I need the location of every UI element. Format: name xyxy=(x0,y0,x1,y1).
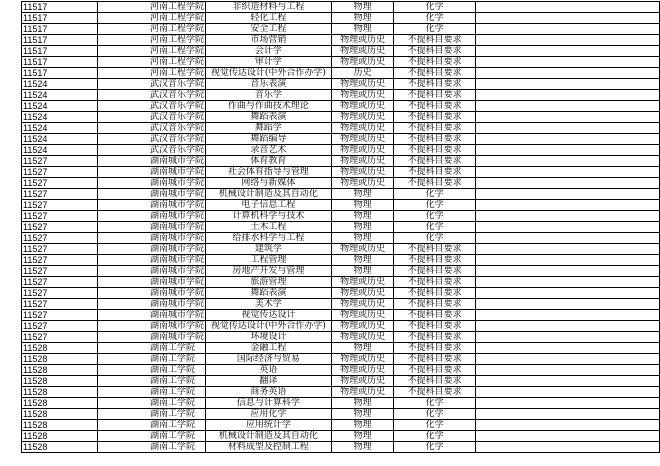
table-row xyxy=(22,211,660,222)
primary-subject-cell: 物理或历史 xyxy=(331,288,394,299)
school-code-cell: 11527 xyxy=(22,156,98,167)
table-row xyxy=(22,266,660,277)
secondary-subject-cell: 不提科目要求 xyxy=(394,90,475,101)
major-name-cell: 视觉传达设计(中外合作办学) xyxy=(205,68,331,79)
secondary-subject-cell: 化学 xyxy=(394,189,475,200)
school-name-cell: 武汉音乐学院 xyxy=(97,79,205,90)
school-code-cell: 11524 xyxy=(22,123,98,134)
primary-subject-cell: 物理 xyxy=(331,420,394,431)
major-name-cell: 审计学 xyxy=(205,57,331,68)
school-name-cell: 河南工程学院 xyxy=(97,68,205,79)
empty-cell xyxy=(475,244,659,255)
school-name-cell: 湖南工学院 xyxy=(97,409,205,420)
primary-subject-cell: 物理或历史 xyxy=(331,244,394,255)
school-name-cell: 湖南工学院 xyxy=(97,431,205,442)
table-row xyxy=(22,354,660,365)
primary-subject-cell: 物理 xyxy=(331,266,394,277)
school-code-cell: 11524 xyxy=(22,79,98,90)
school-code-cell: 11524 xyxy=(22,134,98,145)
table-row xyxy=(22,189,660,200)
major-name-cell: 轻化工程 xyxy=(205,13,331,24)
empty-cell xyxy=(475,24,659,35)
school-code-cell: 11527 xyxy=(22,211,98,222)
school-code-cell: 11517 xyxy=(22,57,98,68)
table-row xyxy=(22,387,660,398)
major-name-cell: 计算机科学与技术 xyxy=(205,211,331,222)
primary-subject-cell: 物理或历史 xyxy=(331,46,394,57)
school-code-cell: 11528 xyxy=(22,365,98,376)
subject-requirements-table xyxy=(21,1,660,453)
table-row xyxy=(22,420,660,431)
major-name-cell: 机械设计制造及其自动化 xyxy=(205,189,331,200)
table-row xyxy=(22,244,660,255)
secondary-subject-cell: 不提科目要求 xyxy=(394,321,475,332)
primary-subject-cell: 物理或历史 xyxy=(331,123,394,134)
primary-subject-cell: 物理 xyxy=(331,255,394,266)
school-code-cell: 11527 xyxy=(22,167,98,178)
secondary-subject-cell: 化学 xyxy=(394,222,475,233)
school-code-cell: 11527 xyxy=(22,310,98,321)
major-name-cell: 环境设计 xyxy=(205,332,331,343)
table-row xyxy=(22,167,660,178)
school-name-cell: 湖南城市学院 xyxy=(97,156,205,167)
major-name-cell: 工程管理 xyxy=(205,255,331,266)
secondary-subject-cell: 化学 xyxy=(394,2,475,13)
empty-cell xyxy=(475,145,659,156)
secondary-subject-cell: 化学 xyxy=(394,409,475,420)
school-name-cell: 河南工程学院 xyxy=(97,46,205,57)
empty-cell xyxy=(475,167,659,178)
major-name-cell: 国际经济与贸易 xyxy=(205,354,331,365)
major-name-cell: 金融工程 xyxy=(205,343,331,354)
school-code-cell: 11517 xyxy=(22,68,98,79)
major-name-cell: 音乐表演 xyxy=(205,79,331,90)
empty-cell xyxy=(475,310,659,321)
table-row xyxy=(22,200,660,211)
secondary-subject-cell: 不提科目要求 xyxy=(394,288,475,299)
secondary-subject-cell: 不提科目要求 xyxy=(394,255,475,266)
major-name-cell: 翻译 xyxy=(205,376,331,387)
secondary-subject-cell: 不提科目要求 xyxy=(394,277,475,288)
school-name-cell: 湖南工学院 xyxy=(97,354,205,365)
secondary-subject-cell: 不提科目要求 xyxy=(394,310,475,321)
table-row xyxy=(22,112,660,123)
school-code-cell: 11528 xyxy=(22,398,98,409)
major-name-cell: 网络与新媒体 xyxy=(205,178,331,189)
secondary-subject-cell: 化学 xyxy=(394,211,475,222)
primary-subject-cell: 物理或历史 xyxy=(331,376,394,387)
primary-subject-cell: 物理或历史 xyxy=(331,178,394,189)
secondary-subject-cell: 不提科目要求 xyxy=(394,376,475,387)
major-name-cell: 市场营销 xyxy=(205,35,331,46)
major-name-cell: 应用化学 xyxy=(205,409,331,420)
secondary-subject-cell: 不提科目要求 xyxy=(394,134,475,145)
empty-cell xyxy=(475,90,659,101)
school-code-cell: 11524 xyxy=(22,101,98,112)
empty-cell xyxy=(475,365,659,376)
secondary-subject-cell: 不提科目要求 xyxy=(394,332,475,343)
major-name-cell: 电子信息工程 xyxy=(205,200,331,211)
empty-cell xyxy=(475,321,659,332)
empty-cell xyxy=(475,211,659,222)
primary-subject-cell: 物理或历史 xyxy=(331,35,394,46)
empty-cell xyxy=(475,57,659,68)
empty-cell xyxy=(475,112,659,123)
secondary-subject-cell: 不提科目要求 xyxy=(394,244,475,255)
empty-cell xyxy=(475,178,659,189)
major-name-cell: 给排水科学与工程 xyxy=(205,233,331,244)
major-name-cell: 英语 xyxy=(205,365,331,376)
primary-subject-cell: 物理 xyxy=(331,24,394,35)
major-name-cell: 安全工程 xyxy=(205,24,331,35)
school-code-cell: 11517 xyxy=(22,24,98,35)
empty-cell xyxy=(475,46,659,57)
school-code-cell: 11528 xyxy=(22,387,98,398)
secondary-subject-cell: 不提科目要求 xyxy=(394,101,475,112)
school-name-cell: 湖南城市学院 xyxy=(97,167,205,178)
table-row xyxy=(22,57,660,68)
school-name-cell: 武汉音乐学院 xyxy=(97,123,205,134)
school-name-cell: 武汉音乐学院 xyxy=(97,145,205,156)
primary-subject-cell: 物理 xyxy=(331,222,394,233)
empty-cell xyxy=(475,277,659,288)
major-name-cell: 土木工程 xyxy=(205,222,331,233)
empty-cell xyxy=(475,35,659,46)
primary-subject-cell: 物理或历史 xyxy=(331,79,394,90)
empty-cell xyxy=(475,189,659,200)
secondary-subject-cell: 化学 xyxy=(394,13,475,24)
school-code-cell: 11527 xyxy=(22,244,98,255)
school-name-cell: 河南工程学院 xyxy=(97,24,205,35)
secondary-subject-cell: 不提科目要求 xyxy=(394,123,475,134)
primary-subject-cell: 物理 xyxy=(331,442,394,453)
empty-cell xyxy=(475,156,659,167)
school-name-cell: 河南工程学院 xyxy=(97,57,205,68)
major-name-cell: 信息与计算科学 xyxy=(205,398,331,409)
empty-cell xyxy=(475,101,659,112)
secondary-subject-cell: 不提科目要求 xyxy=(394,299,475,310)
school-code-cell: 11517 xyxy=(22,13,98,24)
primary-subject-cell: 物理或历史 xyxy=(331,321,394,332)
school-name-cell: 湖南城市学院 xyxy=(97,321,205,332)
school-name-cell: 湖南城市学院 xyxy=(97,310,205,321)
table-row xyxy=(22,431,660,442)
major-name-cell: 机械设计制造及其自动化 xyxy=(205,431,331,442)
primary-subject-cell: 物理 xyxy=(331,409,394,420)
school-code-cell: 11527 xyxy=(22,222,98,233)
school-name-cell: 湖南城市学院 xyxy=(97,200,205,211)
primary-subject-cell: 物理 xyxy=(331,189,394,200)
empty-cell xyxy=(475,387,659,398)
school-code-cell: 11528 xyxy=(22,442,98,453)
empty-cell xyxy=(475,299,659,310)
major-name-cell: 作曲与作曲技术理论 xyxy=(205,101,331,112)
secondary-subject-cell: 不提科目要求 xyxy=(394,178,475,189)
table-row xyxy=(22,409,660,420)
school-code-cell: 11524 xyxy=(22,145,98,156)
major-name-cell: 美术学 xyxy=(205,299,331,310)
empty-cell xyxy=(475,2,659,13)
table-body xyxy=(22,2,660,453)
empty-cell xyxy=(475,68,659,79)
primary-subject-cell: 物理或历史 xyxy=(331,101,394,112)
primary-subject-cell: 物理 xyxy=(331,233,394,244)
secondary-subject-cell: 不提科目要求 xyxy=(394,46,475,57)
school-code-cell: 11517 xyxy=(22,35,98,46)
empty-cell xyxy=(475,420,659,431)
primary-subject-cell: 物理或历史 xyxy=(331,112,394,123)
primary-subject-cell: 物理 xyxy=(331,343,394,354)
table-row xyxy=(22,365,660,376)
school-code-cell: 11524 xyxy=(22,112,98,123)
major-name-cell: 视觉传达设计(中外合作办学) xyxy=(205,321,331,332)
table-row xyxy=(22,101,660,112)
empty-cell xyxy=(475,409,659,420)
school-code-cell: 11517 xyxy=(22,2,98,13)
school-code-cell: 11527 xyxy=(22,255,98,266)
school-name-cell: 湖南城市学院 xyxy=(97,277,205,288)
school-code-cell: 11527 xyxy=(22,321,98,332)
primary-subject-cell: 物理或历史 xyxy=(331,277,394,288)
table-row xyxy=(22,24,660,35)
table-row xyxy=(22,90,660,101)
secondary-subject-cell: 不提科目要求 xyxy=(394,167,475,178)
school-name-cell: 湖南城市学院 xyxy=(97,233,205,244)
table-row xyxy=(22,442,660,453)
empty-cell xyxy=(475,222,659,233)
major-name-cell: 社会体育指导与管理 xyxy=(205,167,331,178)
major-name-cell: 建筑学 xyxy=(205,244,331,255)
primary-subject-cell: 物理或历史 xyxy=(331,310,394,321)
secondary-subject-cell: 化学 xyxy=(394,398,475,409)
primary-subject-cell: 物理或历史 xyxy=(331,90,394,101)
school-code-cell: 11527 xyxy=(22,266,98,277)
school-code-cell: 11528 xyxy=(22,420,98,431)
school-name-cell: 湖南工学院 xyxy=(97,442,205,453)
major-name-cell: 舞蹈表演 xyxy=(205,288,331,299)
table-row xyxy=(22,398,660,409)
primary-subject-cell: 物理 xyxy=(331,2,394,13)
major-name-cell: 材料成型及控制工程 xyxy=(205,442,331,453)
primary-subject-cell: 物理或历史 xyxy=(331,299,394,310)
primary-subject-cell: 物理或历史 xyxy=(331,145,394,156)
school-name-cell: 湖南工学院 xyxy=(97,420,205,431)
secondary-subject-cell: 不提科目要求 xyxy=(394,57,475,68)
table-row xyxy=(22,376,660,387)
school-code-cell: 11527 xyxy=(22,299,98,310)
secondary-subject-cell: 化学 xyxy=(394,431,475,442)
school-code-cell: 11527 xyxy=(22,178,98,189)
primary-subject-cell: 物理或历史 xyxy=(331,365,394,376)
empty-cell xyxy=(475,233,659,244)
school-name-cell: 湖南城市学院 xyxy=(97,211,205,222)
table-row xyxy=(22,233,660,244)
empty-cell xyxy=(475,376,659,387)
major-name-cell: 音乐学 xyxy=(205,90,331,101)
table-row xyxy=(22,332,660,343)
table-row xyxy=(22,123,660,134)
table-row xyxy=(22,222,660,233)
table-row xyxy=(22,13,660,24)
table-row xyxy=(22,310,660,321)
empty-cell xyxy=(475,13,659,24)
secondary-subject-cell: 化学 xyxy=(394,24,475,35)
secondary-subject-cell: 不提科目要求 xyxy=(394,79,475,90)
primary-subject-cell: 物理或历史 xyxy=(331,354,394,365)
primary-subject-cell: 物理或历史 xyxy=(331,387,394,398)
school-name-cell: 湖南工学院 xyxy=(97,365,205,376)
school-name-cell: 武汉音乐学院 xyxy=(97,101,205,112)
major-name-cell: 舞蹈编导 xyxy=(205,134,331,145)
empty-cell xyxy=(475,134,659,145)
table-row xyxy=(22,145,660,156)
primary-subject-cell: 物理或历史 xyxy=(331,332,394,343)
major-name-cell: 舞蹈表演 xyxy=(205,112,331,123)
table-row xyxy=(22,68,660,79)
major-name-cell: 非织造材料与工程 xyxy=(205,2,331,13)
table-row xyxy=(22,343,660,354)
empty-cell xyxy=(475,354,659,365)
major-name-cell: 房地产开发与管理 xyxy=(205,266,331,277)
secondary-subject-cell: 不提科目要求 xyxy=(394,156,475,167)
school-name-cell: 湖南城市学院 xyxy=(97,244,205,255)
primary-subject-cell: 物理 xyxy=(331,431,394,442)
primary-subject-cell: 物理 xyxy=(331,200,394,211)
secondary-subject-cell: 不提科目要求 xyxy=(394,68,475,79)
table-row xyxy=(22,255,660,266)
secondary-subject-cell: 化学 xyxy=(394,200,475,211)
school-code-cell: 11528 xyxy=(22,431,98,442)
school-code-cell: 11527 xyxy=(22,288,98,299)
school-name-cell: 武汉音乐学院 xyxy=(97,134,205,145)
school-name-cell: 湖南工学院 xyxy=(97,343,205,354)
primary-subject-cell: 历史 xyxy=(331,68,394,79)
major-name-cell: 视觉传达设计 xyxy=(205,310,331,321)
school-code-cell: 11527 xyxy=(22,332,98,343)
major-name-cell: 商务英语 xyxy=(205,387,331,398)
empty-cell xyxy=(475,398,659,409)
school-name-cell: 湖南城市学院 xyxy=(97,332,205,343)
table-row xyxy=(22,35,660,46)
major-name-cell: 录音艺术 xyxy=(205,145,331,156)
empty-cell xyxy=(475,343,659,354)
school-code-cell: 11528 xyxy=(22,343,98,354)
empty-cell xyxy=(475,266,659,277)
primary-subject-cell: 物理或历史 xyxy=(331,134,394,145)
school-code-cell: 11517 xyxy=(22,46,98,57)
school-code-cell: 11524 xyxy=(22,90,98,101)
primary-subject-cell: 物理 xyxy=(331,13,394,24)
school-name-cell: 河南工程学院 xyxy=(97,13,205,24)
secondary-subject-cell: 化学 xyxy=(394,442,475,453)
major-name-cell: 体育教育 xyxy=(205,156,331,167)
primary-subject-cell: 物理 xyxy=(331,398,394,409)
school-code-cell: 11527 xyxy=(22,233,98,244)
primary-subject-cell: 物理或历史 xyxy=(331,167,394,178)
school-code-cell: 11527 xyxy=(22,189,98,200)
school-name-cell: 湖南城市学院 xyxy=(97,266,205,277)
school-name-cell: 湖南城市学院 xyxy=(97,178,205,189)
secondary-subject-cell: 不提科目要求 xyxy=(394,35,475,46)
table-row xyxy=(22,277,660,288)
secondary-subject-cell: 化学 xyxy=(394,233,475,244)
empty-cell xyxy=(475,200,659,211)
major-name-cell: 会计学 xyxy=(205,46,331,57)
empty-cell xyxy=(475,332,659,343)
empty-cell xyxy=(475,442,659,453)
secondary-subject-cell: 不提科目要求 xyxy=(394,266,475,277)
school-name-cell: 河南工程学院 xyxy=(97,2,205,13)
table-row xyxy=(22,288,660,299)
empty-cell xyxy=(475,123,659,134)
secondary-subject-cell: 不提科目要求 xyxy=(394,112,475,123)
secondary-subject-cell: 不提科目要求 xyxy=(394,365,475,376)
school-code-cell: 11527 xyxy=(22,277,98,288)
school-name-cell: 湖南工学院 xyxy=(97,376,205,387)
school-code-cell: 11528 xyxy=(22,354,98,365)
empty-cell xyxy=(475,431,659,442)
school-name-cell: 武汉音乐学院 xyxy=(97,90,205,101)
table-row xyxy=(22,2,660,13)
school-name-cell: 湖南城市学院 xyxy=(97,288,205,299)
empty-cell xyxy=(475,288,659,299)
table-row xyxy=(22,299,660,310)
school-code-cell: 11527 xyxy=(22,200,98,211)
major-name-cell: 应用统计学 xyxy=(205,420,331,431)
school-name-cell: 湖南城市学院 xyxy=(97,189,205,200)
table-row xyxy=(22,134,660,145)
school-name-cell: 湖南工学院 xyxy=(97,398,205,409)
empty-cell xyxy=(475,255,659,266)
table-row xyxy=(22,46,660,57)
secondary-subject-cell: 化学 xyxy=(394,420,475,431)
secondary-subject-cell: 不提科目要求 xyxy=(394,387,475,398)
school-code-cell: 11528 xyxy=(22,409,98,420)
school-name-cell: 武汉音乐学院 xyxy=(97,112,205,123)
table-row xyxy=(22,178,660,189)
school-name-cell: 湖南工学院 xyxy=(97,387,205,398)
table-row xyxy=(22,156,660,167)
empty-cell xyxy=(475,79,659,90)
school-name-cell: 河南工程学院 xyxy=(97,35,205,46)
school-code-cell: 11528 xyxy=(22,376,98,387)
secondary-subject-cell: 不提科目要求 xyxy=(394,343,475,354)
primary-subject-cell: 物理或历史 xyxy=(331,57,394,68)
secondary-subject-cell: 不提科目要求 xyxy=(394,354,475,365)
table-row xyxy=(22,321,660,332)
school-name-cell: 湖南城市学院 xyxy=(97,299,205,310)
major-name-cell: 旅游管理 xyxy=(205,277,331,288)
school-name-cell: 湖南城市学院 xyxy=(97,222,205,233)
major-name-cell: 舞蹈学 xyxy=(205,123,331,134)
secondary-subject-cell: 不提科目要求 xyxy=(394,145,475,156)
school-name-cell: 湖南城市学院 xyxy=(97,255,205,266)
primary-subject-cell: 物理 xyxy=(331,211,394,222)
table-row xyxy=(22,79,660,90)
primary-subject-cell: 物理或历史 xyxy=(331,156,394,167)
